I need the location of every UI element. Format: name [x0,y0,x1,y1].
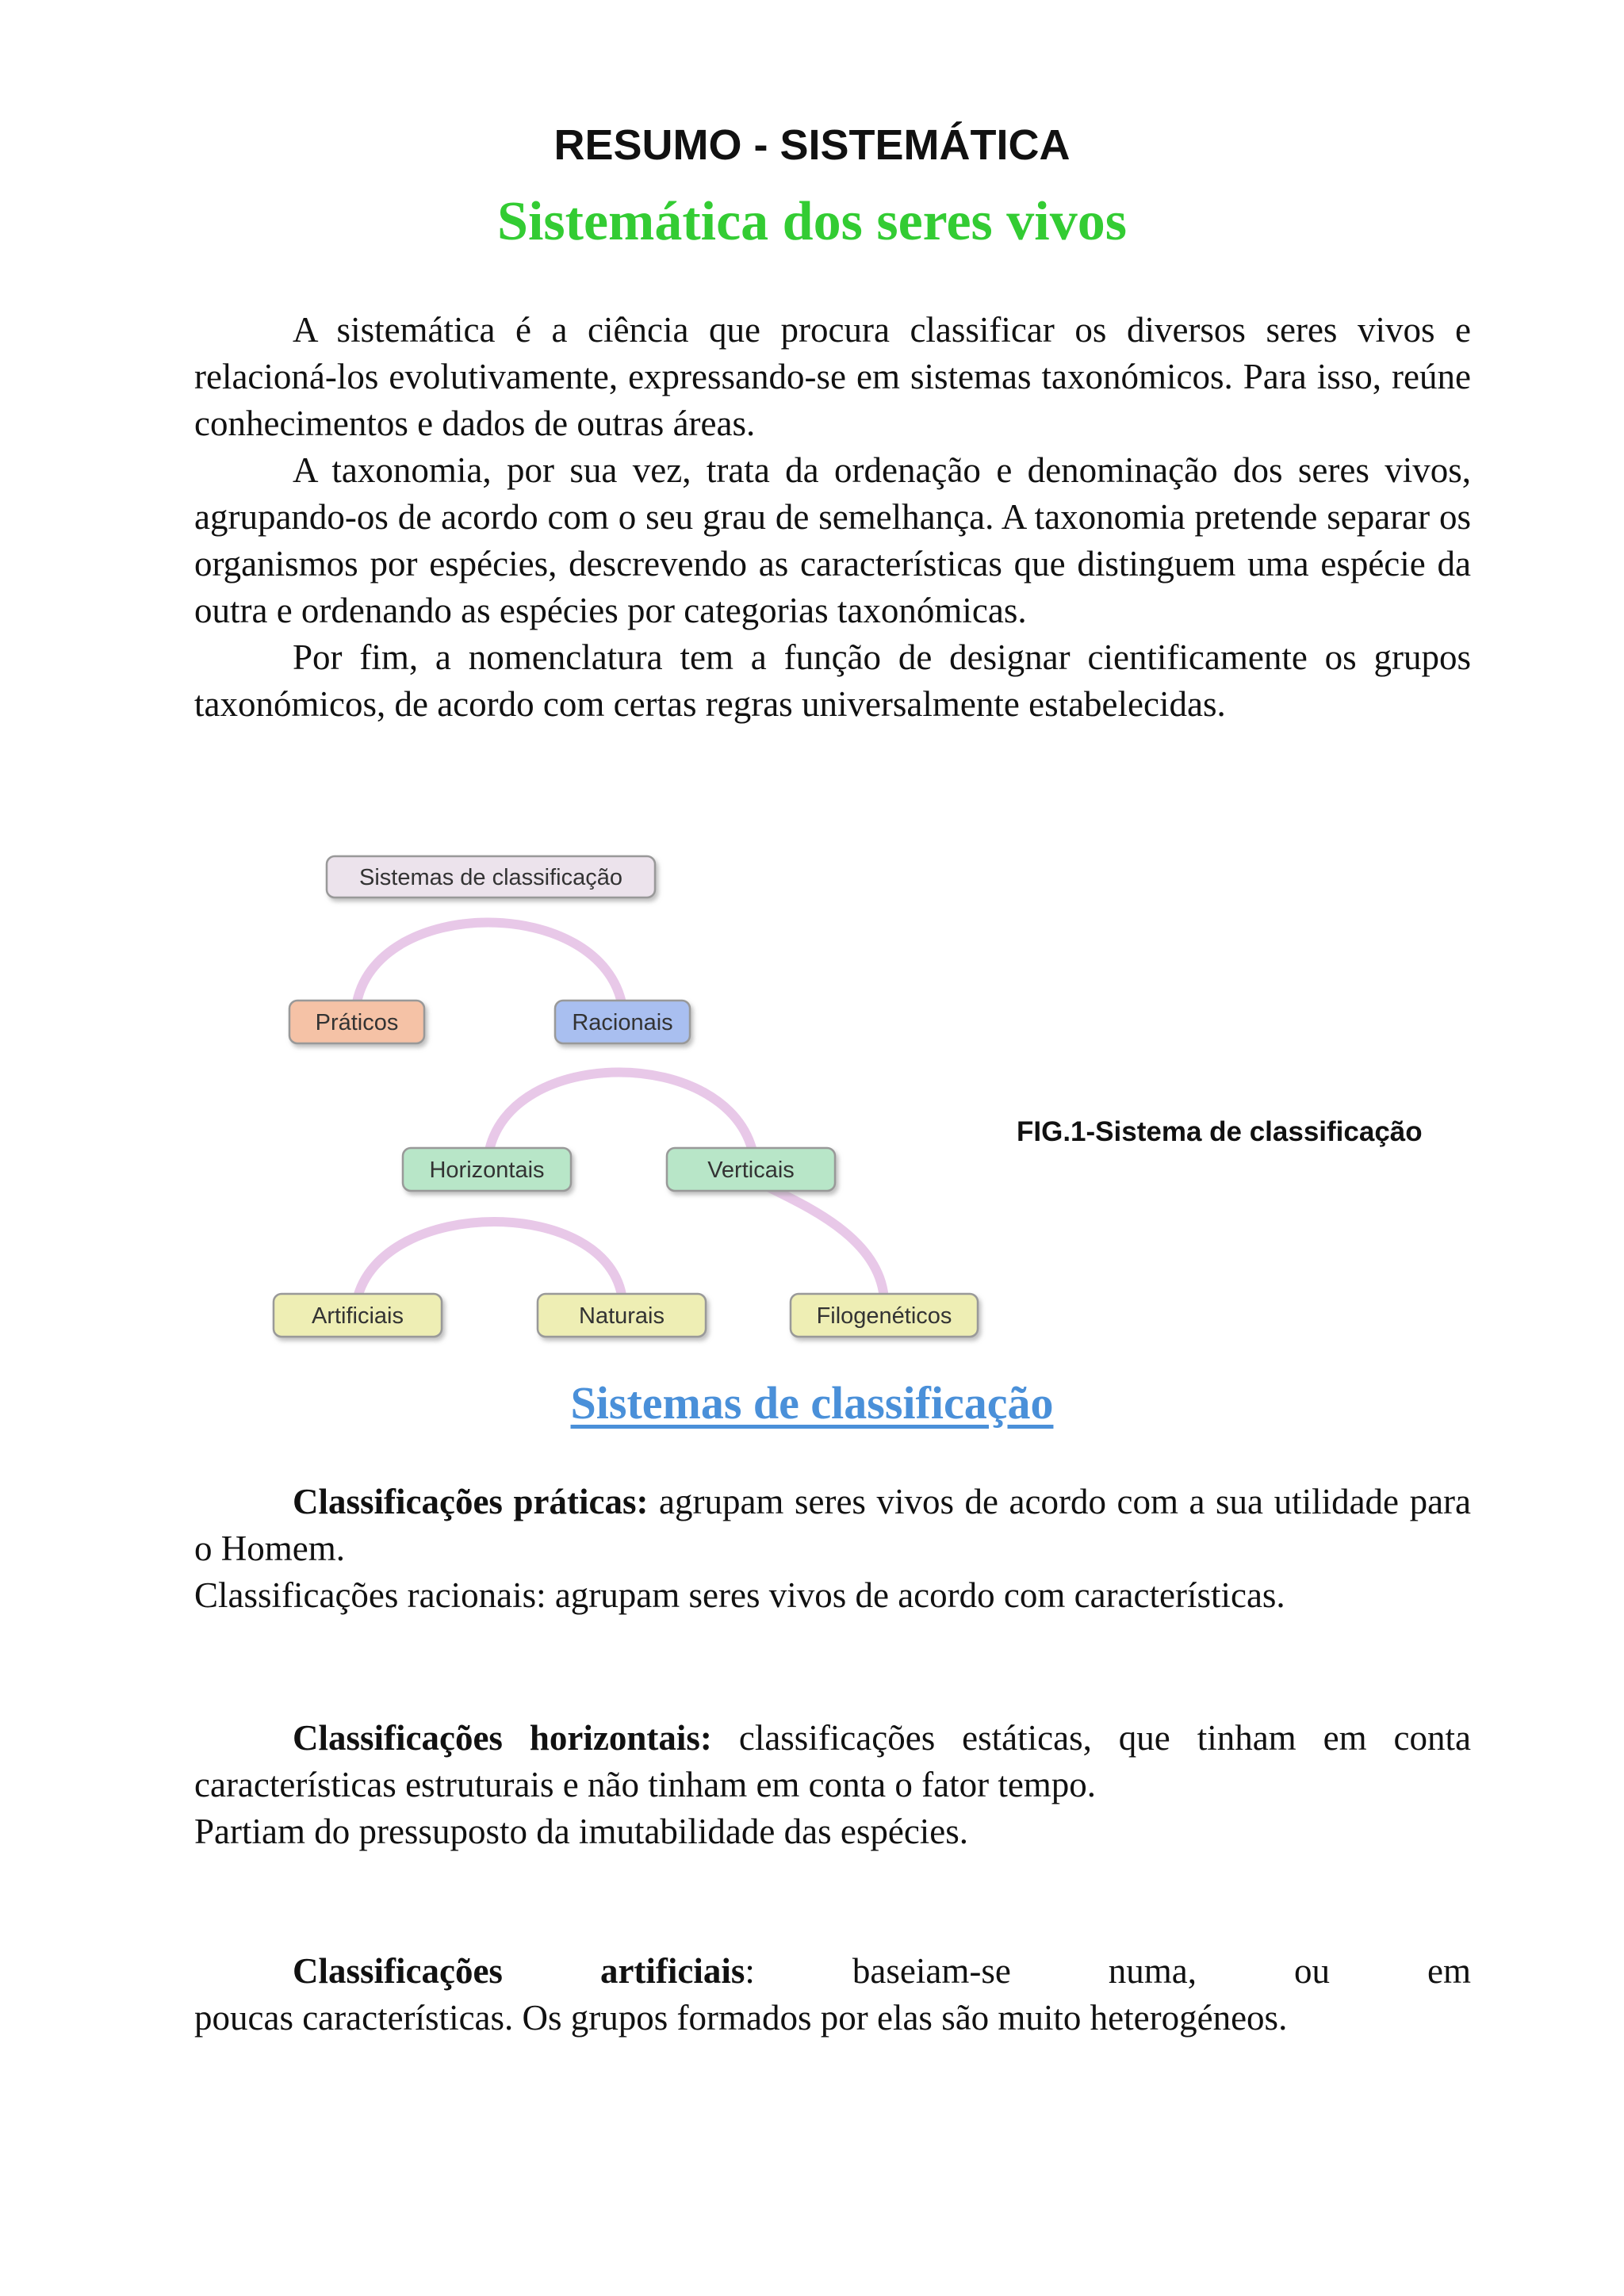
node-filogeneticos: Filogenéticos [816,1303,952,1329]
arc-root-level1 [356,923,622,1008]
intro-text [194,307,1471,728]
section-horizontais [194,1715,1471,1855]
arc-racionais-level2 [488,1073,753,1155]
text-horizontais: classificações estáticas, que tinham em conta características estruturais e não tinham em conta o fator tempo. [194,1718,1472,1804]
node-naturais: Naturais [579,1303,665,1329]
arc-horizontais-level3 [357,1222,622,1300]
section-title: Sistemas de classificação [570,1377,1054,1429]
node-horizontais: Horizontais [429,1158,545,1183]
intro-paragraph-sistematica: A sistemática é a ciência que procura classificar os diversos seres vivos e relacioná-los evolutivamente, expressando-se em sistemas taxonómicos. Para isso, reúne conhecimentos e dados de outras áreas. [194,310,1471,443]
paragraph-horizontais [194,1715,1471,1808]
diagram-connectors [356,923,884,1301]
term-praticas: Classificações práticas: [293,1482,649,1521]
term-horizontais: Classificações horizontais: [293,1718,712,1758]
intro-paragraph-nomenclatura: Por fim, a nomenclatura tem a função de designar cientificamente os grupos taxonómicos, de acordo com certas regras universalmente estabelecidas. [194,637,1471,724]
node-praticos: Práticos [315,1010,399,1035]
node-racionais: Racionais [572,1010,673,1035]
classification-diagram [262,847,999,1362]
line-artificiais-1 [194,1948,1471,1995]
paragraph-artificiais-cont: poucas características. Os grupos formados por elas são muito heterogéneos. [194,1998,1288,2038]
node-artificiais: Artificiais [311,1303,404,1329]
node-root: Sistemas de classificação [358,865,623,890]
word-ou: ou [1294,1951,1331,1991]
arc-verticais-filogeneticos [749,1177,884,1300]
text-praticas: agrupam seres vivos de acordo com a sua utilidade para o Homem. [194,1482,1472,1568]
term-artificiais-a: Classificações [293,1951,503,1991]
word-em: em [1427,1951,1471,1991]
term-artificiais-b: artificiais: [599,1951,755,1991]
document-title: RESUMO - SISTEMÁTICA [553,121,1071,169]
node-verticais: Verticais [707,1158,795,1183]
figure-caption: FIG.1-Sistema de classificação [1017,1116,1423,1147]
section-praticas-racionais [194,1479,1471,1619]
intro-paragraph-taxonomia: A taxonomia, por sua vez, trata da ordenação e denominação dos seres vivos, agrupando-os de acordo com o seu grau de semelhança. A taxonomia pretende separar os organismos por espécies, descrevendo as características que distinguem uma espécie da outra e ordenando as espécies por categorias taxonómicas. [194,450,1471,630]
paragraph-racionais: Classificações racionais: agrupam seres vivos de acordo com características. [194,1575,1285,1615]
word-numa: numa, [1108,1951,1197,1991]
document-subtitle: Sistemática dos seres vivos [497,191,1127,252]
paragraph-praticas [194,1479,1471,1572]
paragraph-imutabilidade: Partiam do pressuposto da imutabilidade das espécies. [194,1812,969,1851]
section-artificiais [194,1948,1471,2042]
word-baseiam: baseiam-se [852,1951,1011,1991]
